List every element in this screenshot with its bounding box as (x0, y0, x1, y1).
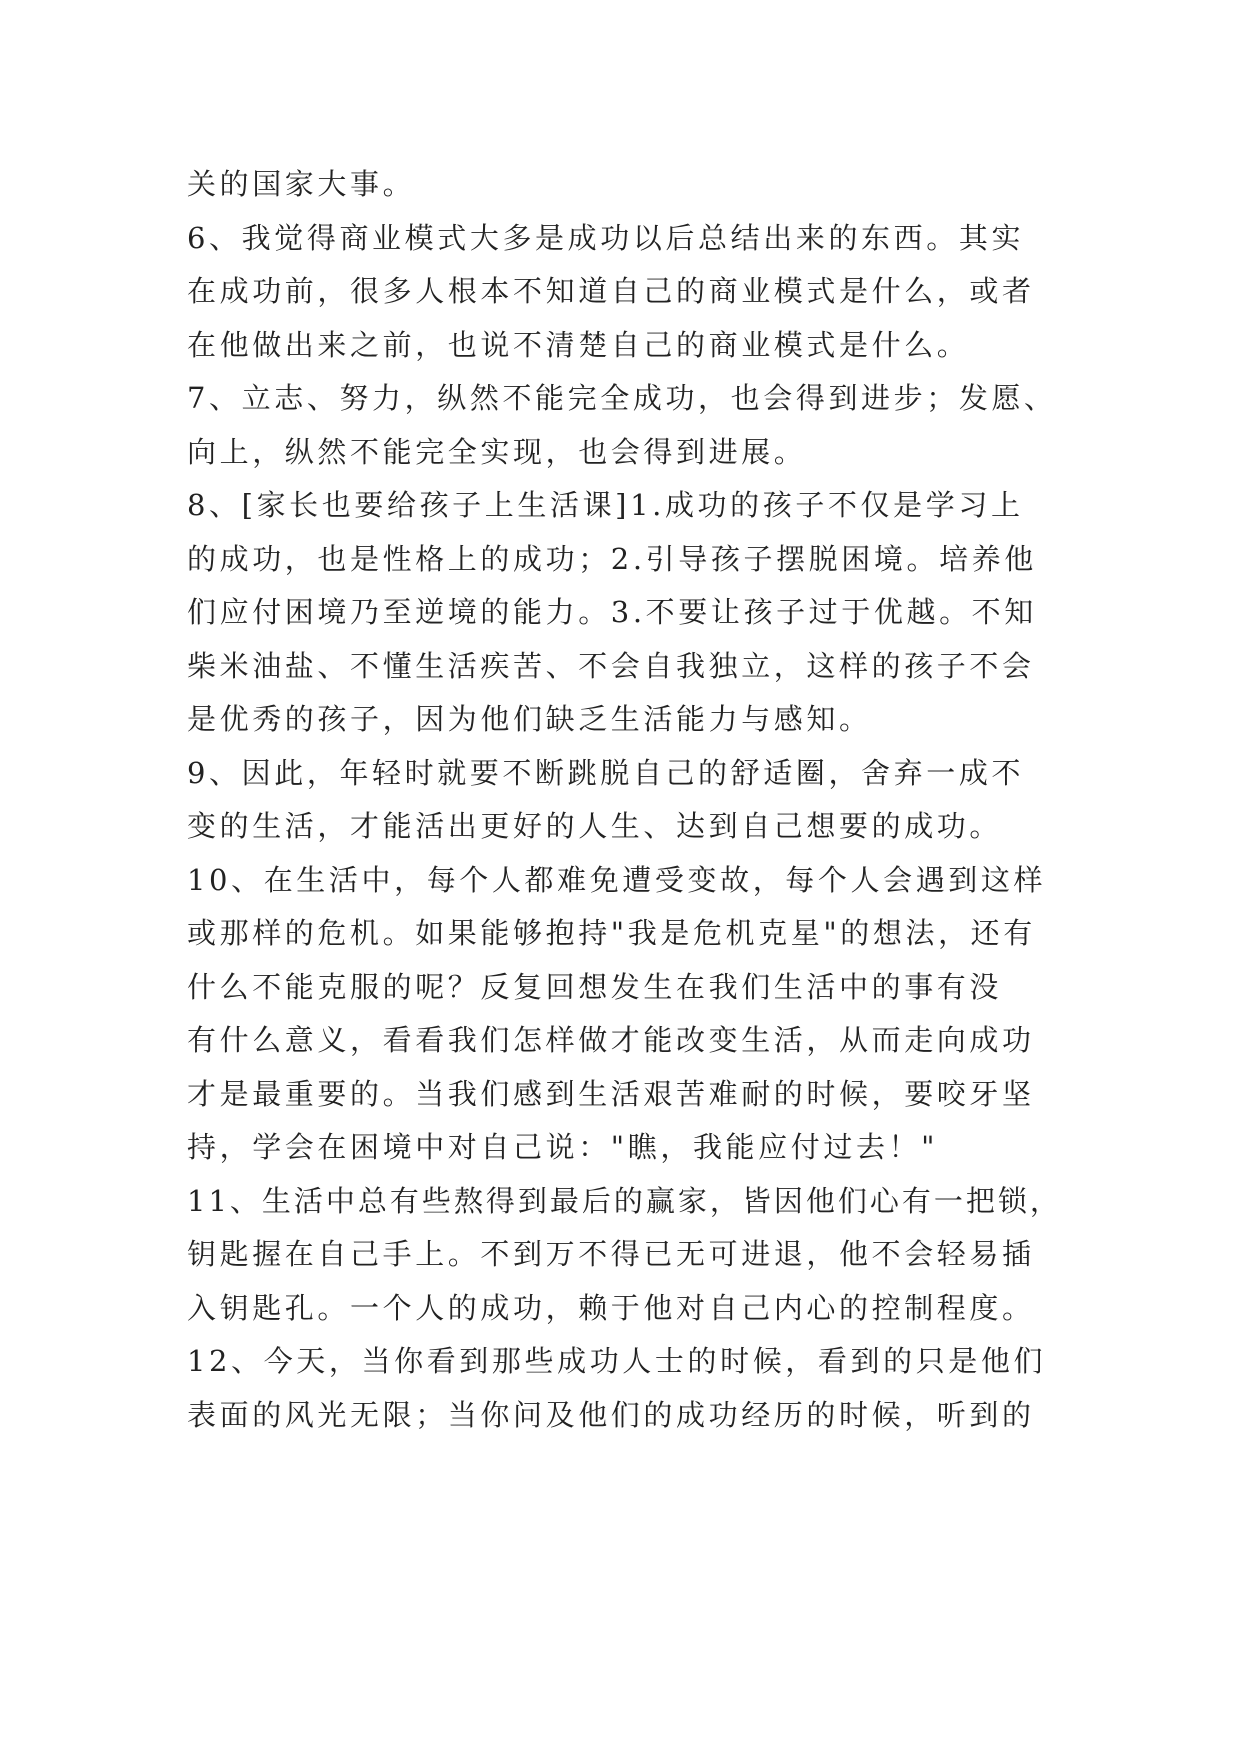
text-line: 是优秀的孩子，因为他们缺乏生活能力与感知。 (187, 702, 872, 736)
text-line: 有什么意义，看看我们怎样做才能改变生活，从而走向成功 (187, 1023, 1035, 1057)
text-line: 入钥匙孔。一个人的成功，赖于他对自己内心的控制程度。 (187, 1290, 1035, 1325)
text-line: 7、立志、努力，纵然不能完全成功，也会得到进步；发愿、 (187, 381, 1057, 415)
text-line: 向上，纵然不能完全实现，也会得到进展。 (187, 434, 807, 469)
body-text (187, 158, 1067, 1442)
text-line: 变的生活，才能活出更好的人生、达到自己想要的成功。 (187, 809, 1003, 843)
text-line: 才是最重要的。当我们感到生活艰苦难耐的时候，要咬牙坚 (187, 1076, 1035, 1111)
text-line: 们应付困境乃至逆境的能力。3.不要让孩子过于优越。不知 (187, 595, 1037, 629)
text-line: 12、今天，当你看到那些成功人士的时候，看到的只是他们 (187, 1344, 1047, 1378)
text-line: 表面的风光无限；当你问及他们的成功经历的时候，听到的 (187, 1397, 1035, 1432)
text-line: 在成功前，很多人根本不知道自己的商业模式是什么，或者 (187, 274, 1035, 308)
text-line: 6、我觉得商业模式大多是成功以后总结出来的东西。其实 (187, 220, 1025, 255)
text-line: 什么不能克服的呢？反复回想发生在我们生活中的事有没 (187, 969, 1003, 1004)
text-line: 9、因此，年轻时就要不断跳脱自己的舒适圈，舍弃一成不 (187, 755, 1025, 790)
text-line: 的成功，也是性格上的成功；2.引导孩子摆脱困境。培养他 (187, 541, 1037, 576)
text-line: 10、在生活中，每个人都难免遭受变故，每个人会遇到这样 (187, 862, 1047, 897)
text-line: 柴米油盐、不懂生活疾苦、不会自我独立，这样的孩子不会 (187, 648, 1035, 683)
text-line: 11、生活中总有些熬得到最后的赢家，皆因他们心有一把锁， (187, 1183, 1062, 1218)
text-line: 钥匙握在自己手上。不到万不得已无可进退，他不会轻易插 (187, 1237, 1035, 1271)
text-line: 或那样的危机。如果能够抱持"我是危机克星"的想法，还有 (187, 916, 1036, 950)
text-line: 关的国家大事。 (187, 167, 416, 201)
text-line: 8、[家长也要给孩子上生活课]1.成功的孩子不仅是学习上 (187, 488, 1024, 522)
text-line: 在他做出来之前，也说不清楚自己的商业模式是什么。 (187, 327, 970, 362)
text-line: 持，学会在困境中对自己说："瞧，我能应付过去！" (187, 1130, 939, 1164)
